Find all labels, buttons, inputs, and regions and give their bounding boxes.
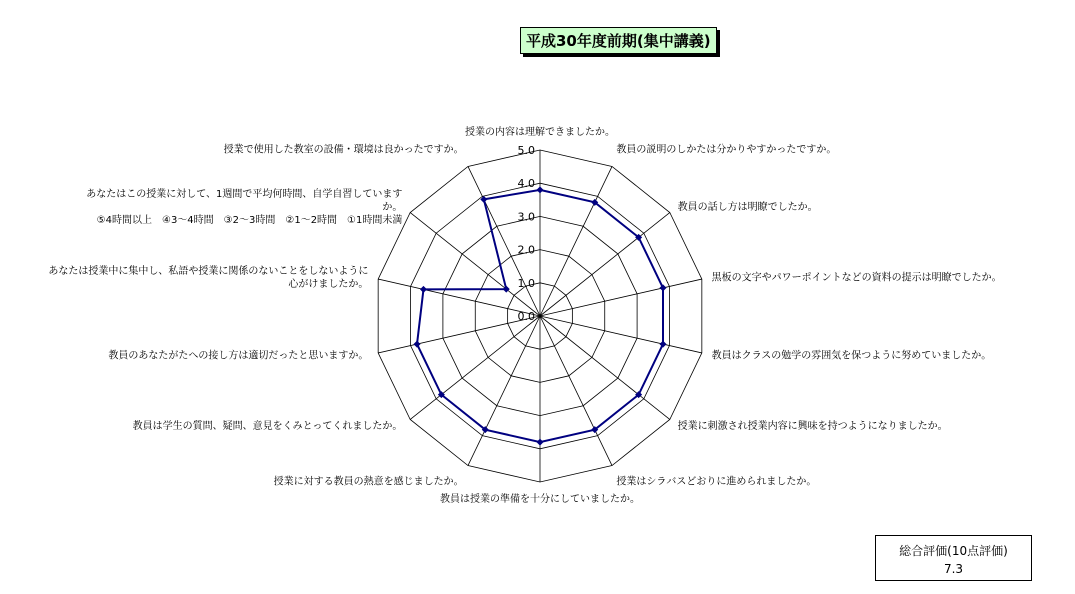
- tick-label: 5.0: [517, 144, 535, 157]
- axis-label-line: 授業で使用した教室の設備・環境は良かったですか。: [223, 144, 464, 156]
- axis-label: [678, 200, 818, 213]
- overall-score-label: 総合評価(10点評価): [899, 544, 1008, 558]
- tick-label: 1.0: [517, 276, 535, 290]
- axis-label: [712, 349, 992, 362]
- axis-spoke: [540, 316, 670, 419]
- axis-label-line: 授業はシラバスどおりに進められましたか。: [616, 476, 817, 488]
- data-point: [414, 341, 421, 348]
- overall-score-value: 7.3: [943, 562, 964, 576]
- axis-spoke: [378, 316, 540, 353]
- axis-label: [48, 264, 368, 290]
- data-point: [537, 186, 544, 193]
- axis-spoke: [540, 213, 670, 316]
- axis-label: [86, 187, 402, 226]
- tick-label: 4.0: [517, 177, 535, 191]
- axis-label-line: 教員は学生の質問、疑問、意見をくみとってくれましたか。: [132, 421, 403, 433]
- tick-label: 2.0: [517, 243, 535, 257]
- axis-label-line: 教員の話し方は明瞭でしたか。: [677, 201, 818, 213]
- data-point: [537, 439, 544, 446]
- chart-title: 平成30年度前期(集中講義): [520, 27, 717, 54]
- overall-score-box: [875, 535, 1032, 581]
- axis-spoke: [378, 276, 540, 316]
- tick-label: 3.0: [517, 210, 535, 224]
- axis-label: [224, 142, 464, 155]
- axis-label-line: 教員のあなたがたへの接し方は適切だったと思いますか。: [108, 350, 369, 362]
- axis-label: [440, 492, 640, 505]
- axis-label: [108, 349, 368, 362]
- axis-label-line: あなたはこの授業に対して、1週間で平均何時間、自学自習しています: [86, 188, 403, 200]
- tick-label: 0.0: [517, 310, 535, 323]
- axis-label-line: 教員はクラスの勉学の雰囲気を保つように努めていましたか。: [711, 350, 992, 362]
- axis-spoke: [540, 279, 702, 316]
- axis-label-line: ⑤4時間以上 ④3～4時間 ③2～3時間 ②1～2時間 ①1時間未満: [96, 214, 403, 226]
- axis-label-line: 教員の説明のしかたは分かりやすかったですか。: [616, 144, 837, 156]
- axis-spoke: [410, 316, 540, 419]
- axis-label-line: か。: [382, 201, 403, 213]
- data-point: [420, 286, 427, 293]
- axis-label: [616, 142, 836, 155]
- axis-spoke: [540, 316, 702, 353]
- axis-label-line: 心がけましたか。: [288, 278, 369, 290]
- axis-label: [274, 475, 464, 488]
- axis-label: [133, 419, 403, 432]
- axis-spoke: [410, 213, 540, 316]
- axis-label-line: 授業に刺激され授業内容に興味を持つようになりましたか。: [677, 421, 948, 433]
- axis-label: [465, 125, 615, 138]
- axis-label-line: 黒板の文字やパワーポイントなどの資料の提示は明瞭でしたか。: [711, 272, 1002, 284]
- axis-label-line: 授業に対する教員の熱意を感じましたか。: [273, 476, 464, 488]
- axis-label: [678, 419, 948, 432]
- axis-label-line: あなたは授業中に集中し、私語や授業に関係のないことをしないように: [48, 265, 369, 277]
- data-point: [659, 284, 666, 291]
- data-point: [659, 341, 666, 348]
- axis-label-line: 教員は授業の準備を十分にしていましたか。: [440, 494, 640, 505]
- axis-label: [712, 270, 1002, 283]
- axis-label-line: 授業の内容は理解できましたか。: [465, 127, 615, 138]
- axis-label: [616, 475, 816, 488]
